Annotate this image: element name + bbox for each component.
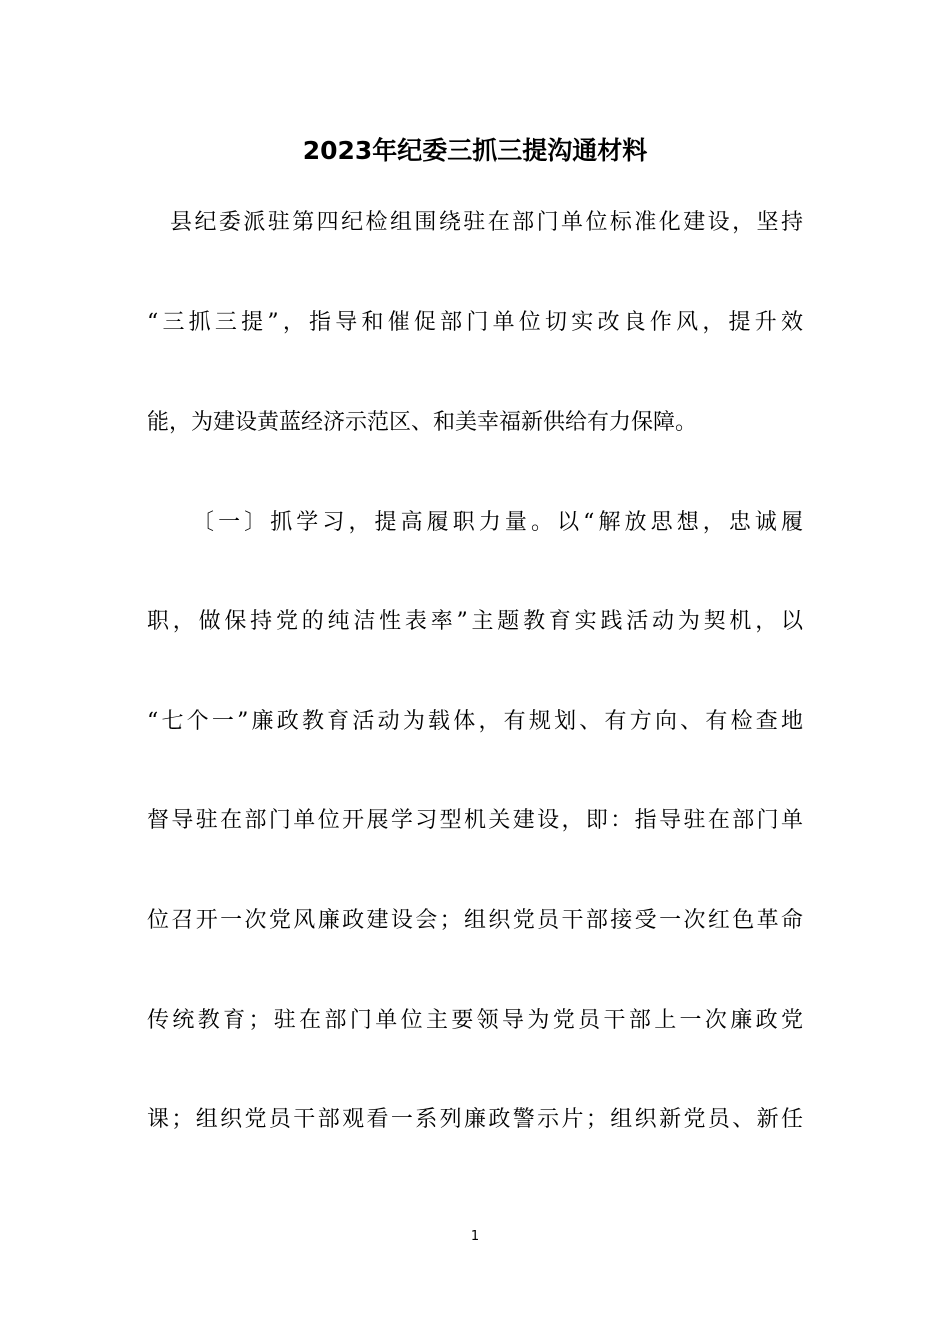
paragraph-line: 县纪委派驻第四纪检组围绕驻在部门单位标准化建设，坚持 — [170, 210, 803, 235]
document-title: 2023年纪委三抓三提沟通材料 — [302, 136, 648, 165]
page-number: 1 — [470, 1229, 480, 1244]
paragraph-line: 课；组织党员干部观看一系列廉政警示片；组织新党员、新任 — [147, 1107, 803, 1132]
paragraph-line: “三抓三提”，指导和催促部门单位切实改良作风，提升效 — [147, 310, 803, 335]
paragraph-line: 能，为建设黄蓝经济示范区、和美幸福新供给有力保障。 — [147, 410, 698, 435]
paragraph-line: “七个一”廉政教育活动为载体，有规划、有方向、有检查地 — [147, 709, 803, 734]
paragraph-line: 职，做保持党的纯洁性表率”主题教育实践活动为契机，以 — [147, 609, 803, 634]
paragraph-line: 督导驻在部门单位开展学习型机关建设，即：指导驻在部门单 — [147, 808, 803, 833]
paragraph-line: 传统教育；驻在部门单位主要领导为党员干部上一次廉政党 — [147, 1008, 803, 1033]
paragraph-line: 位召开一次党风廉政建设会；组织党员干部接受一次红色革命 — [147, 908, 803, 933]
paragraph-line: 〔一〕抓学习，提高履职力量。以“解放思想，忠诚履 — [192, 510, 803, 535]
